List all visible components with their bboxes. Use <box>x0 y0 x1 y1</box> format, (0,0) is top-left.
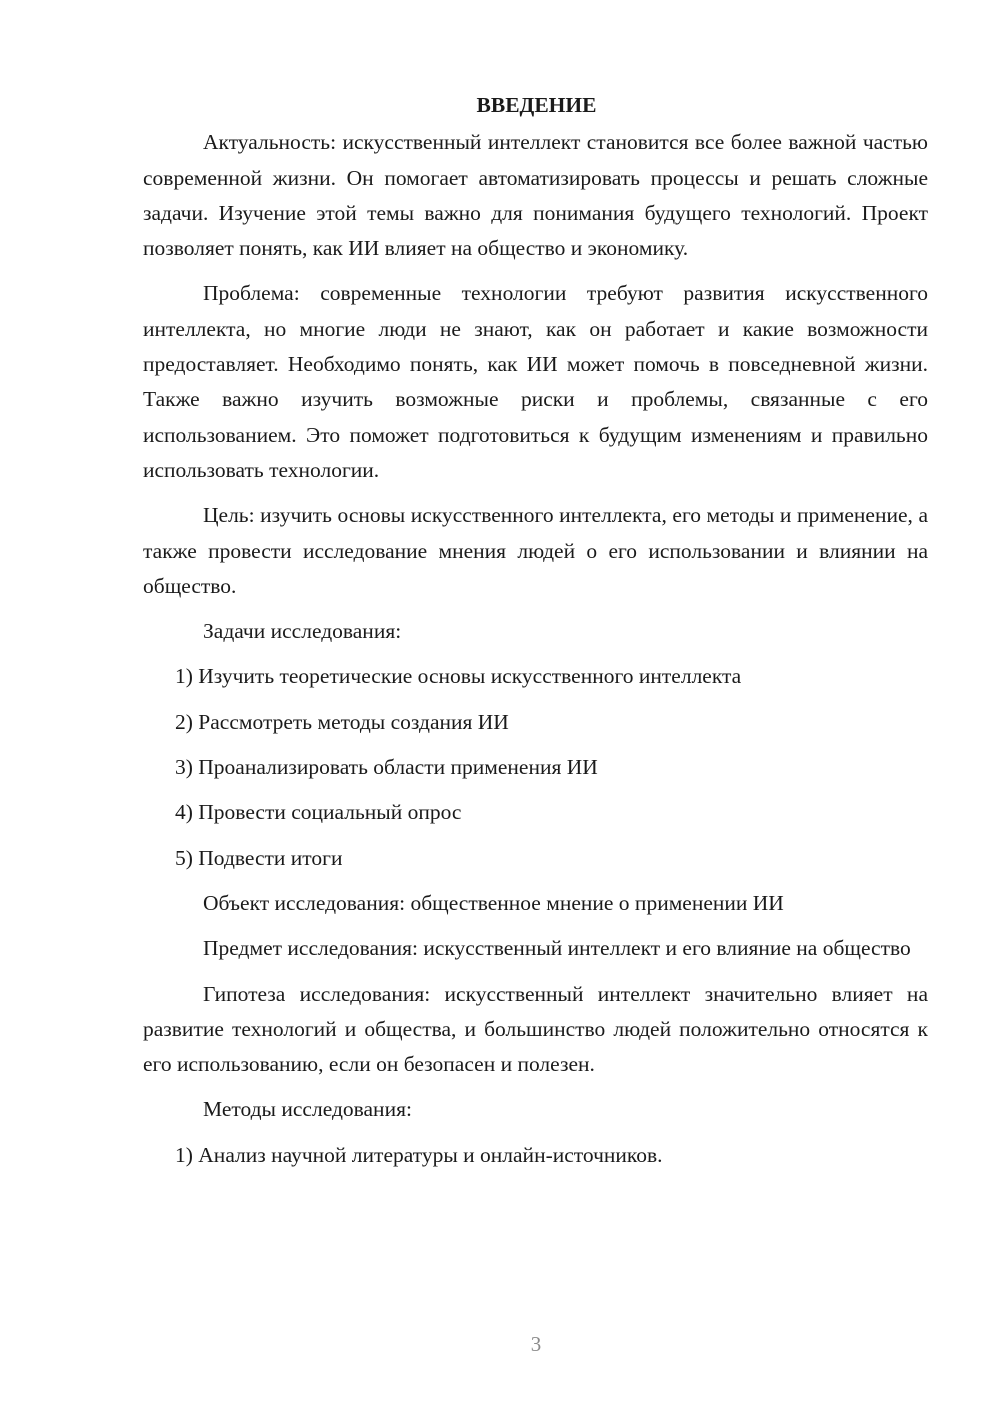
paragraph-goal: Цель: изучить основы искусственного интеллекта, его методы и применение, а также провести исследование мнения людей о его использовании и влиянии на общество. <box>143 503 928 598</box>
paragraph-object: Объект исследования: общественное мнение о применении ИИ <box>203 890 784 915</box>
page-number: 3 <box>530 1332 542 1356</box>
paragraph-relevance: Актуальность: искусственный интеллект становится все более важной частью современной жизни. Он помогает автоматизировать процессы и решать сложные задачи. Изучение этой темы важно для понимания будущего технологий. Проект позволяет понять, как ИИ влияет на общество и экономику. <box>143 130 928 261</box>
tasks-heading: Задачи исследования: <box>203 619 402 644</box>
method-item-1: 1) Анализ научной литературы и онлайн-источников. <box>175 1142 663 1167</box>
paragraph-hypothesis: Гипотеза исследования: искусственный интеллект значительно влияет на развитие технологий и общества, и большинство людей положительно относятся к его использованию, если он безопасен и полезен. <box>143 981 928 1077</box>
tasks-list <box>143 659 928 875</box>
methods-heading: Методы исследования: <box>203 1097 412 1122</box>
task-item-5: 5) Подвести итоги <box>175 845 343 870</box>
paragraph-problem: Проблема: современные технологии требуют развития искусственного интеллекта, но многие люди не знают, как он работает и какие возможности предоставляет. Необходимо понять, как ИИ может помочь в повседневной жизни. Также важно изучить возможные риски и проблемы, связанные с его использованием. Это поможет подготовиться к будущим изменениям и правильно использовать технологии. <box>143 281 928 482</box>
document-page <box>143 88 928 1183</box>
task-item-4: 4) Провести социальный опрос <box>175 800 462 825</box>
methods-list <box>143 1138 928 1173</box>
task-item-3: 3) Проанализировать области применения ИИ <box>175 755 598 780</box>
paragraph-subject: Предмет исследования: искусственный интеллект и его влияние на общество <box>203 936 911 961</box>
document-title: ВВЕДЕНИЕ <box>476 93 597 117</box>
task-item-2: 2) Рассмотреть методы создания ИИ <box>175 709 509 734</box>
task-item-1: 1) Изучить теоретические основы искусственного интеллекта <box>175 664 742 689</box>
